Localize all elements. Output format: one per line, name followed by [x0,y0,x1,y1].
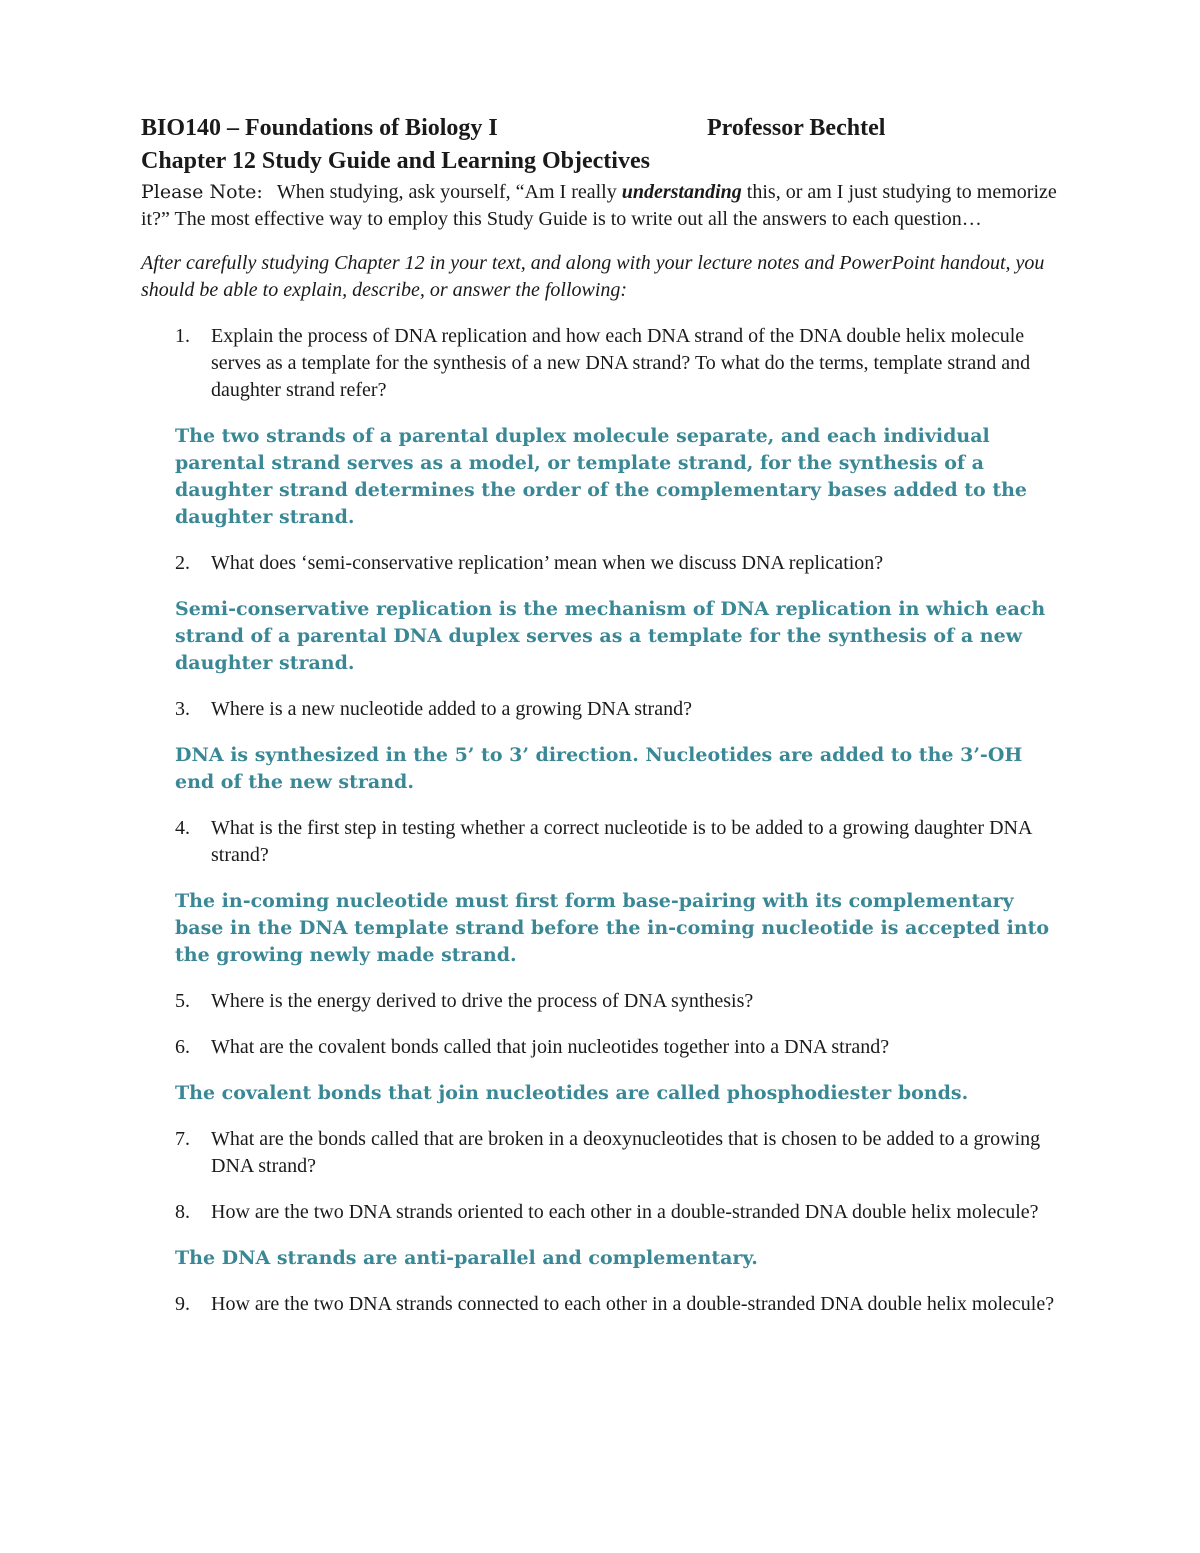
note-label: Please Note: [141,181,263,203]
question-number: 3. [175,698,190,720]
question-list [141,323,1061,1318]
question-item [141,1199,1061,1226]
question-text: What are the bonds called that are broken in a deoxynucleotides that is chosen to be added to a growing DNA strand? [211,1128,1041,1177]
answer-text: DNA is synthesized in the 5’ to 3’ direction. Nucleotides are added to the 3’-OH end of the new strand. [175,744,1023,793]
question-number: 5. [175,990,190,1012]
professor-name: Professor Bechtel [707,115,886,141]
question-text: What is the first step in testing whether a correct nucleotide is to be added to a growing daughter DNA strand? [211,817,1032,866]
question-text: How are the two DNA strands oriented to each other in a double-stranded DNA double helix molecule? [211,1201,1039,1223]
question-number: 9. [175,1293,190,1315]
answer-text: The two strands of a parental duplex molecule separate, and each individual parental strand serves as a model, or template strand, for the synthesis of a daughter strand determines the order of the complementary bases added to the daughter strand. [175,425,1028,528]
question-item [141,550,1061,577]
question-item [141,988,1061,1015]
question-number: 6. [175,1036,190,1058]
question-text: What does ‘semi-conservative replication’ mean when we discuss DNA replication? [211,552,884,574]
question-number: 1. [175,325,190,347]
question-item [141,815,1061,869]
question-item [141,696,1061,723]
answer-text: Semi-conservative replication is the mechanism of DNA replication in which each strand of a parental DNA duplex serves as a template for the synthesis of a new daughter strand. [175,598,1046,674]
answer-text: The covalent bonds that join nucleotides are called phosphodiester bonds. [175,1082,969,1104]
answer-text: The DNA strands are anti-parallel and complementary. [175,1247,758,1269]
question-item [141,1126,1061,1180]
question-item [141,1291,1061,1318]
question-number: 2. [175,552,190,574]
intro-instructions: After carefully studying Chapter 12 in your text, and along with your lecture notes and PowerPoint handout, you should be able to explain, describe, or answer the following: [141,252,1045,301]
question-text: Explain the process of DNA replication and how each DNA strand of the DNA double helix molecule serves as a template for the synthesis of a new DNA strand? To what do the terms, template strand and daughter strand refer? [211,325,1031,401]
question-number: 7. [175,1128,190,1150]
note-text-after: this, or am I just studying to memorize it?” The most effective way to employ this Study Guide is to write out all the answers to each question… [141,181,1057,230]
note-text-before: When studying, ask yourself, “Am I really [276,181,622,203]
question-text: Where is the energy derived to drive the process of DNA synthesis? [211,990,754,1012]
question-item [141,323,1061,404]
question-text: How are the two DNA strands connected to each other in a double-stranded DNA double helix molecule? [211,1293,1055,1315]
question-number: 8. [175,1201,190,1223]
note-emphasis: understanding [621,181,742,203]
page-title: Chapter 12 Study Guide and Learning Objectives [141,148,650,174]
please-note [141,179,1061,233]
question-number: 4. [175,817,190,839]
question-text: Where is a new nucleotide added to a growing DNA strand? [211,698,692,720]
question-item [141,1034,1061,1061]
answer-text: The in-coming nucleotide must first form base-pairing with its complementary base in the DNA template strand before the in-coming nucleotide is accepted into the growing newly made strand. [175,890,1050,966]
question-text: What are the covalent bonds called that join nucleotides together into a DNA strand? [211,1036,890,1058]
study-guide-page [141,112,1061,1318]
course-header [141,112,1061,144]
course-title: BIO140 – Foundations of Biology I [141,115,498,141]
